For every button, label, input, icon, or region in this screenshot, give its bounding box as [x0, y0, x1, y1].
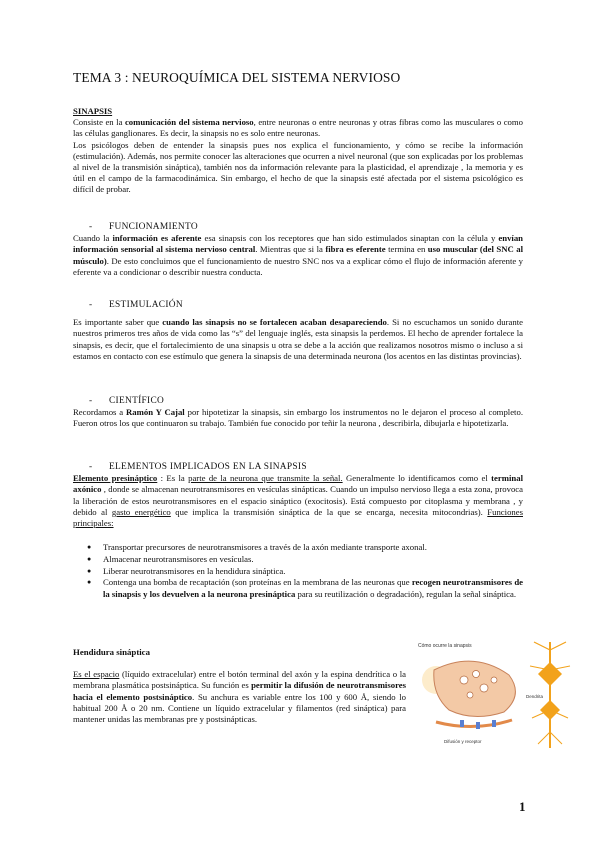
- paragraph: Elemento presináptico : Es la parte de la neurona que transmite la señal. Generalmente lo identificamos como el terminal axónico , donde se almacenan neurotransmisores en vesículas sinápticas. Cuando un impulso nervioso llega a esta zona, provoca la liberación de estos neurotransmisores en el espacio sináptico (exocitosis). Está compuesto por citoplasma y membrana , y debido al gasto energético que implica la transmisión sináptica de la que se encarga, necesita mitocondrias). Funciones principales:: [73, 473, 523, 529]
- paragraph: Los psicólogos deben de entender la sinapsis pues nos explica el funcionamiento, y cómo se recibe la información (estimulación). Además, nos permite conocer las alteraciones que ocurren a nivel neuronal (que son explicadas por los problemas al nivel de la transmisión sináptica), también nos da información relevante para la plasticidad, el aprendizaje , la memoria y es útil en el campo de la farmacodinámica. Sin embargo, el hecho de que la sinapsis esté afectada por el sistema psicológico es difícil de probar.: [73, 139, 523, 195]
- section-heading-funcionamiento: - FUNCIONAMIENTO: [89, 222, 198, 232]
- figure-label-right: Dendrita: [526, 694, 544, 699]
- receptor-icon: [460, 720, 464, 727]
- paragraph: Recordamos a Ramón Y Cajal por hipotetizar la sinapsis, sin embargo los instrumentos no le dejaron el proceso al completo. Fueron otros los que continuaron su trabajo. También fue conocido por teñir la neurona , describirla, dibujarla e hipotetizarla.: [73, 407, 523, 429]
- receptor-icon: [492, 720, 496, 727]
- section-heading-estimulacion: - ESTIMULACIÓN: [89, 300, 183, 310]
- synapse-figure: [414, 640, 574, 750]
- section-heading-sinapsis: SINAPSIS: [73, 106, 113, 116]
- section-heading-cientifico: - CIENTÍFICO: [89, 396, 165, 406]
- section-estimulacion: [73, 300, 523, 362]
- figure-label-bottom: Difusión y receptor: [444, 739, 482, 744]
- receptor-icon: [476, 722, 480, 729]
- section-funcionamiento: [73, 222, 523, 278]
- section-elementos: [73, 462, 523, 600]
- page-title: TEMA 3 : NEUROQUÍMICA DEL SISTEMA NERVIOSO: [73, 70, 401, 85]
- list-item: ● Liberar neurotransmisores en la hendidura sináptica.: [73, 566, 523, 577]
- section-heading-elementos: - ELEMENTOS IMPLICADOS EN LA SINAPSIS: [89, 462, 307, 472]
- section-sinapsis: [73, 106, 523, 196]
- paragraph: Consiste en la comunicación del sistema nervioso, entre neuronas o entre neuronas y otras fibras como las musculares o como las células ganglionares. Es decir, la sinapsis no es solo entre neuronas.: [73, 117, 523, 139]
- functions-list: [73, 542, 523, 600]
- page-number: 1: [519, 799, 526, 814]
- paragraph: Cuando la información es aferente esa sinapsis con los receptores que han sido estimulados sinaptan con la célula y envían información sensorial al sistema nervioso central. Mientras que si la fibra es eferente termina en uso muscular (del SNC al músculo). De esto concluimos que el funcionamiento de nuestro SNC nos va a explicar cómo el flujo de información aferente y eferente va a condicionar o describir nuestra conducta.: [73, 233, 524, 277]
- list-item: ● Contenga una bomba de recaptación (son proteínas en la membrana de las neuronas que recogen neurotransmisores de la sinapsis y los devuelven a la neurona presináptica para su reutilización o degradación), regulan la señal sináptica.: [73, 577, 523, 599]
- section-cientifico: [73, 396, 523, 430]
- paragraph: Es el espacio (líquido extracelular) entre el botón terminal del axón y la espina dendrítica o la membrana plasmática postsináptica. Su función es permitir la difusión de neurotransmisores hacia el elemento postsináptico. Su anchura es variable entre los 100 y 600 Å, siendo lo habitual 200 Å o 20 nm. Contiene un líquido extracelular y filamentos (red sináptica) para mantener unidas las membranas pre y postsinápticas.: [73, 669, 407, 725]
- section-heading-hendidura: Hendidura sináptica: [73, 647, 150, 657]
- list-item: ● Almacenar neurotransmisores en vesículas.: [73, 554, 523, 565]
- list-item: ● Transportar precursores de neurotransmisores a través de la axón mediante transporte axonal.: [73, 542, 523, 553]
- section-hendidura: [73, 647, 406, 725]
- figure-caption: Cómo ocurre la sinapsis: [418, 643, 472, 649]
- synapse-illustration: [414, 640, 574, 750]
- paragraph: Es importante saber que cuando las sinapsis no se fortalecen acaban desapareciendo. Si no escuchamos un sonido durante nuestros primeros tres años de vida como las “s” del lenguaje inglés, esta sinapsis la perdemos. El hecho de aprender fortalece la sinapsis, es decir, que el fortalecimiento de una sinapsis u otra se debe a la acción que realizamos nosotros mismo o incluso a si estamos en contacto con ese estímulo que genera la sinapsis de una determinada neurona (los acentos en las distintas provincias).: [73, 317, 523, 361]
